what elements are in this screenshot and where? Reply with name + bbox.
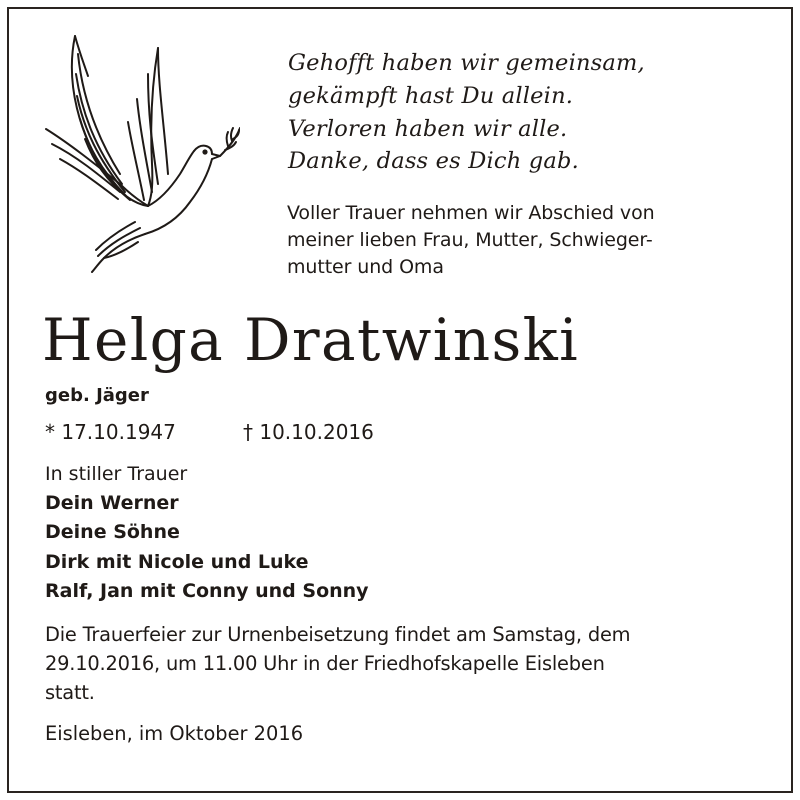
intro-line: meiner lieben Frau, Mutter, Schwieger- bbox=[287, 228, 653, 251]
poem-line: gekämpft hast Du allein. bbox=[288, 82, 574, 109]
intro-line: mutter und Oma bbox=[287, 255, 444, 278]
deceased-name: Helga Dratwinski bbox=[42, 306, 580, 374]
mourner-name: Deine Söhne bbox=[45, 521, 180, 544]
birth-date: * 17.10.1947 bbox=[45, 420, 176, 444]
dove-icon bbox=[40, 24, 240, 274]
mourners-label: In stiller Trauer bbox=[45, 463, 188, 485]
service-line: 29.10.2016, um 11.00 Uhr in der Friedhofskapelle Eisleben bbox=[45, 652, 605, 675]
service-line: statt. bbox=[45, 681, 95, 704]
place-date: Eisleben, im Oktober 2016 bbox=[45, 722, 304, 745]
service-line: Die Trauerfeier zur Urnenbeisetzung findet am Samstag, dem bbox=[45, 623, 631, 646]
mourner-name: Dirk mit Nicole und Luke bbox=[45, 550, 309, 573]
intro-text bbox=[287, 200, 655, 280]
service-notice bbox=[45, 620, 630, 707]
mourners bbox=[45, 460, 369, 606]
poem bbox=[288, 47, 645, 178]
death-date: † 10.10.2016 bbox=[243, 420, 374, 444]
mourner-name: Dein Werner bbox=[45, 492, 179, 515]
intro-line: Voller Trauer nehmen wir Abschied von bbox=[287, 202, 655, 224]
birth-name: geb. Jäger bbox=[45, 385, 149, 406]
life-dates bbox=[45, 420, 374, 444]
poem-line: Verloren haben wir alle. bbox=[288, 115, 568, 142]
poem-line: Gehofft haben wir gemeinsam, bbox=[288, 50, 645, 76]
mourner-name: Ralf, Jan mit Conny und Sonny bbox=[45, 579, 369, 602]
poem-line: Danke, dass es Dich gab. bbox=[288, 148, 579, 175]
